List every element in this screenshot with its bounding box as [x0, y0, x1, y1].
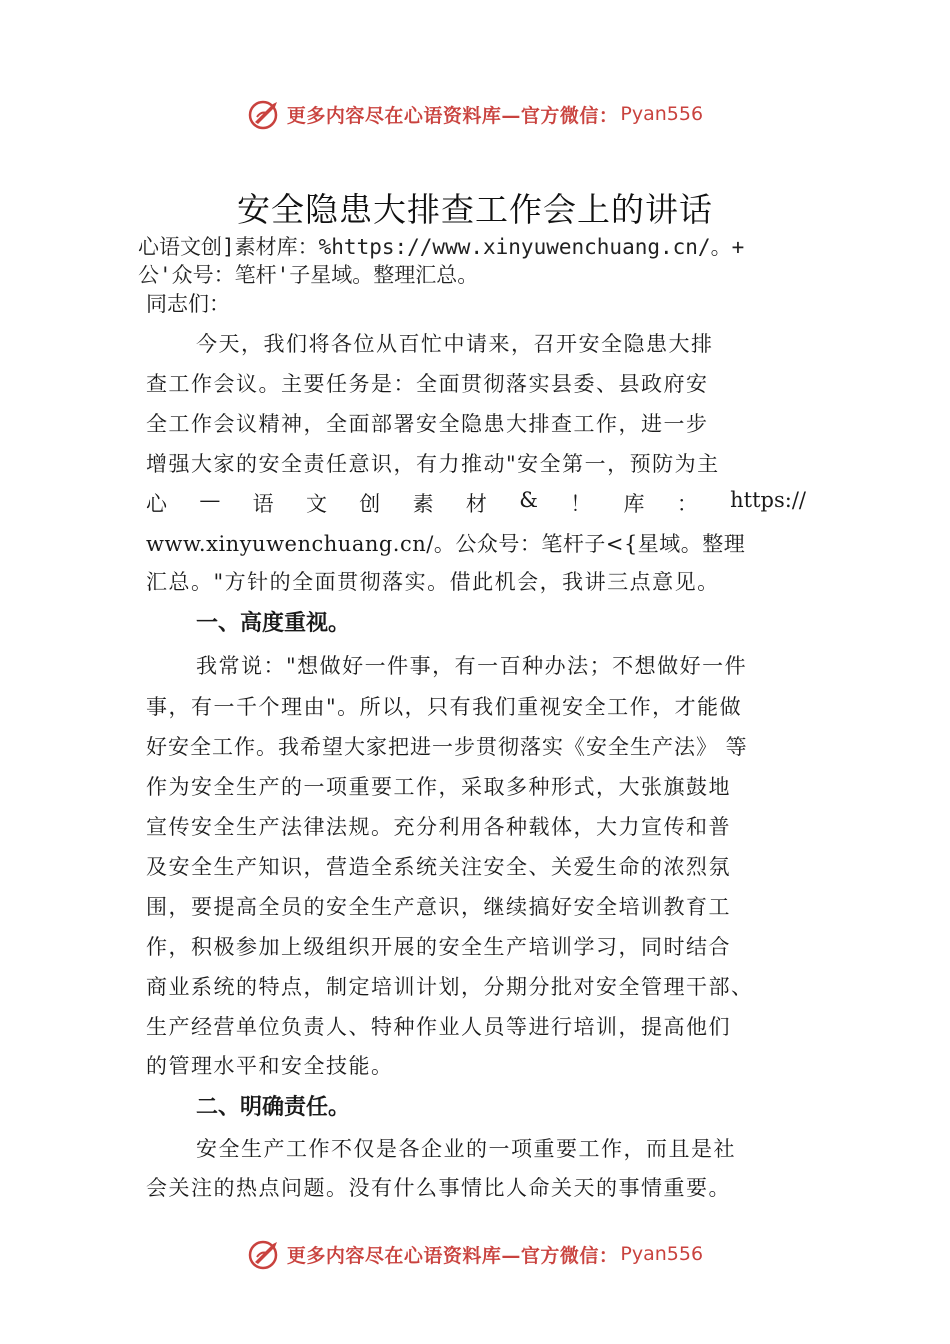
spread-char: 库: [623, 492, 645, 516]
text-line: 好安全工作。我希望大家把进一步贯彻落实《安全生产法》 等: [146, 735, 748, 759]
text-line: 汇总。"方针的全面贯彻落实。借此机会，我讲三点意见。: [146, 570, 720, 594]
section-heading-1: 一、高度重视。: [196, 611, 351, 636]
text-line: 今天，我们将各位从百忙中请来，召开安全隐患大排: [196, 332, 714, 356]
watermark-line-1: 心语文创]素材库：%https://www.xinyuwenchuang.cn/。+: [138, 235, 745, 259]
text-line: 查工作会议。主要任务是：全面贯彻落实县委、县政府安: [146, 372, 709, 396]
text-line: 事，有一千个理由"。所以，只有我们重视安全工作，才能做: [146, 695, 743, 719]
text-line: 及安全生产知识，营造全系统关注安全、关爱生命的浓烈氛: [146, 855, 731, 879]
text-line: 商业系统的特点，制定培训计划，分期分批对安全管理干部、: [146, 975, 754, 999]
pen-logo-icon: [247, 1236, 283, 1272]
text-line: 作，积极参加上级组织开展的安全生产培训学习，同时结合: [146, 935, 731, 959]
text-line: www.xinyuwenchuang.cn/。公众号：笔杆子<{星域。整理: [146, 532, 746, 556]
text-line: 我常说："想做好一件事，有一百种办法；不想做好一件: [196, 654, 748, 678]
header-banner: [0, 94, 950, 134]
footer-banner: [0, 1234, 950, 1274]
spread-char: 心: [146, 492, 167, 516]
spread-char: &: [519, 488, 538, 512]
spread-char: https://: [730, 488, 806, 512]
spread-char: ：: [676, 492, 698, 516]
document-title: 安全隐患大排查工作会上的讲话: [237, 190, 713, 229]
spread-char: 创: [359, 492, 381, 516]
spread-char: 材: [465, 492, 487, 516]
text-line: 围，要提高全员的安全生产意识，继续搞好安全培训教育工: [146, 895, 731, 919]
text-line: 作为安全生产的一项重要工作，采取多种形式，大张旗鼓地: [146, 775, 731, 799]
text-line: 会关注的热点问题。没有什么事情比人命关天的事情重要。: [146, 1176, 731, 1200]
text-line: 的管理水平和安全技能。: [146, 1054, 394, 1078]
text-line: 全工作会议精神，全面部署安全隐患大排查工作，进一步: [146, 412, 709, 436]
spread-char: 语: [252, 492, 274, 516]
spread-char: ！: [570, 492, 592, 516]
text-line: 宣传安全生产法律法规。充分利用各种载体，大力宣传和普: [146, 815, 731, 839]
section-heading-2: 二、明确责任。: [196, 1095, 351, 1120]
spread-char: 素: [412, 492, 434, 516]
text-line: 增强大家的安全责任意识，有力推动"安全第一，预防为主: [146, 452, 720, 476]
text-line: 安全生产工作不仅是各企业的一项重要工作，而且是社: [196, 1137, 736, 1161]
pen-logo-icon: [247, 96, 283, 132]
banner-account: Pyan556: [620, 1243, 704, 1265]
spread-char: 文: [305, 492, 327, 516]
banner-account: Pyan556: [620, 103, 704, 125]
spread-line: [146, 488, 806, 518]
text-line: 生产经营单位负责人、特种作业人员等进行培训，提高他们: [146, 1015, 731, 1039]
watermark-line-2: 公'众号：笔杆'子星域。整理汇总。: [138, 263, 479, 287]
banner-text: 更多内容尽在心语资料库—官方微信：: [286, 104, 619, 127]
greeting: 同志们：: [146, 292, 230, 316]
banner-text: 更多内容尽在心语资料库—官方微信：: [286, 1244, 619, 1267]
spread-char: —: [199, 488, 221, 512]
